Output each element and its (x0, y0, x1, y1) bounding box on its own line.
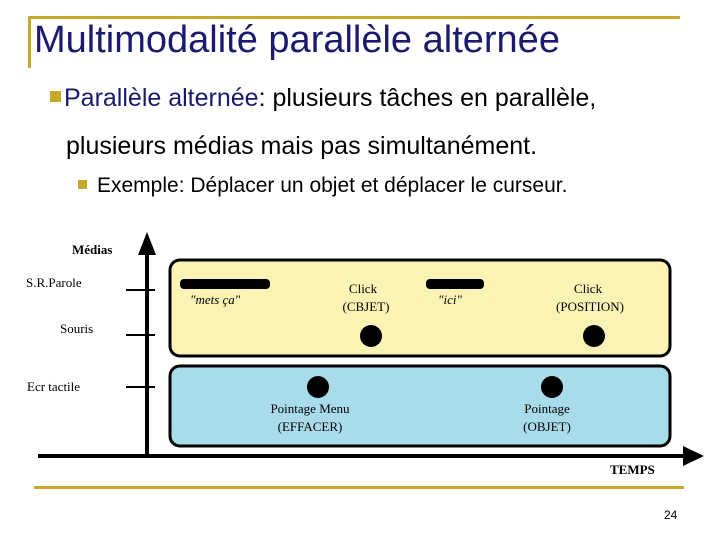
touch-2-dot (541, 376, 563, 398)
x-axis-arrow-icon (683, 446, 704, 466)
y-axis-arrow-icon (138, 232, 156, 255)
frame-bottom-line (34, 486, 684, 489)
touch-1-label: Pointage Menu (270, 401, 350, 416)
media-label-touch: Ecr tactile (27, 379, 81, 394)
touch-screen-band (170, 366, 670, 446)
slide-title: Multimodalité parallèle alternée (34, 19, 560, 61)
click-2-label: Click (573, 281, 603, 296)
speech-label-2: "ici" (438, 292, 462, 307)
bullet-2-text: Exemple: Déplacer un objet et déplacer le curseur. (97, 174, 568, 197)
speech-bar-1 (180, 279, 270, 289)
touch-1-target: (EFFACER) (277, 419, 343, 434)
click-2-target: (POSITION) (556, 299, 624, 314)
bullet-1-continuation: plusieurs médias mais pas simultanément. (66, 132, 538, 160)
touch-1-dot (307, 376, 329, 398)
speech-label-1: "mets ça" (190, 292, 241, 307)
speech-bar-2 (426, 279, 484, 289)
x-axis-label: TEMPS (610, 462, 655, 477)
bullet-1-text: : plusieurs tâches en parallèle, (258, 84, 597, 112)
media-label-mouse: Souris (60, 321, 94, 336)
page-number: 24 (664, 508, 678, 522)
bullet-1-term: Parallèle alternée (64, 84, 259, 112)
click-1-dot (360, 325, 382, 347)
media-label-speech: S.R.Parole (26, 275, 82, 290)
y-axis-label: Médias (72, 242, 113, 257)
touch-2-target: (OBJET) (523, 419, 571, 434)
click-1-label: Click (348, 281, 378, 296)
click-1-target: (CBJET) (342, 299, 390, 314)
touch-2-label: Pointage (524, 401, 570, 416)
click-2-dot (583, 325, 605, 347)
